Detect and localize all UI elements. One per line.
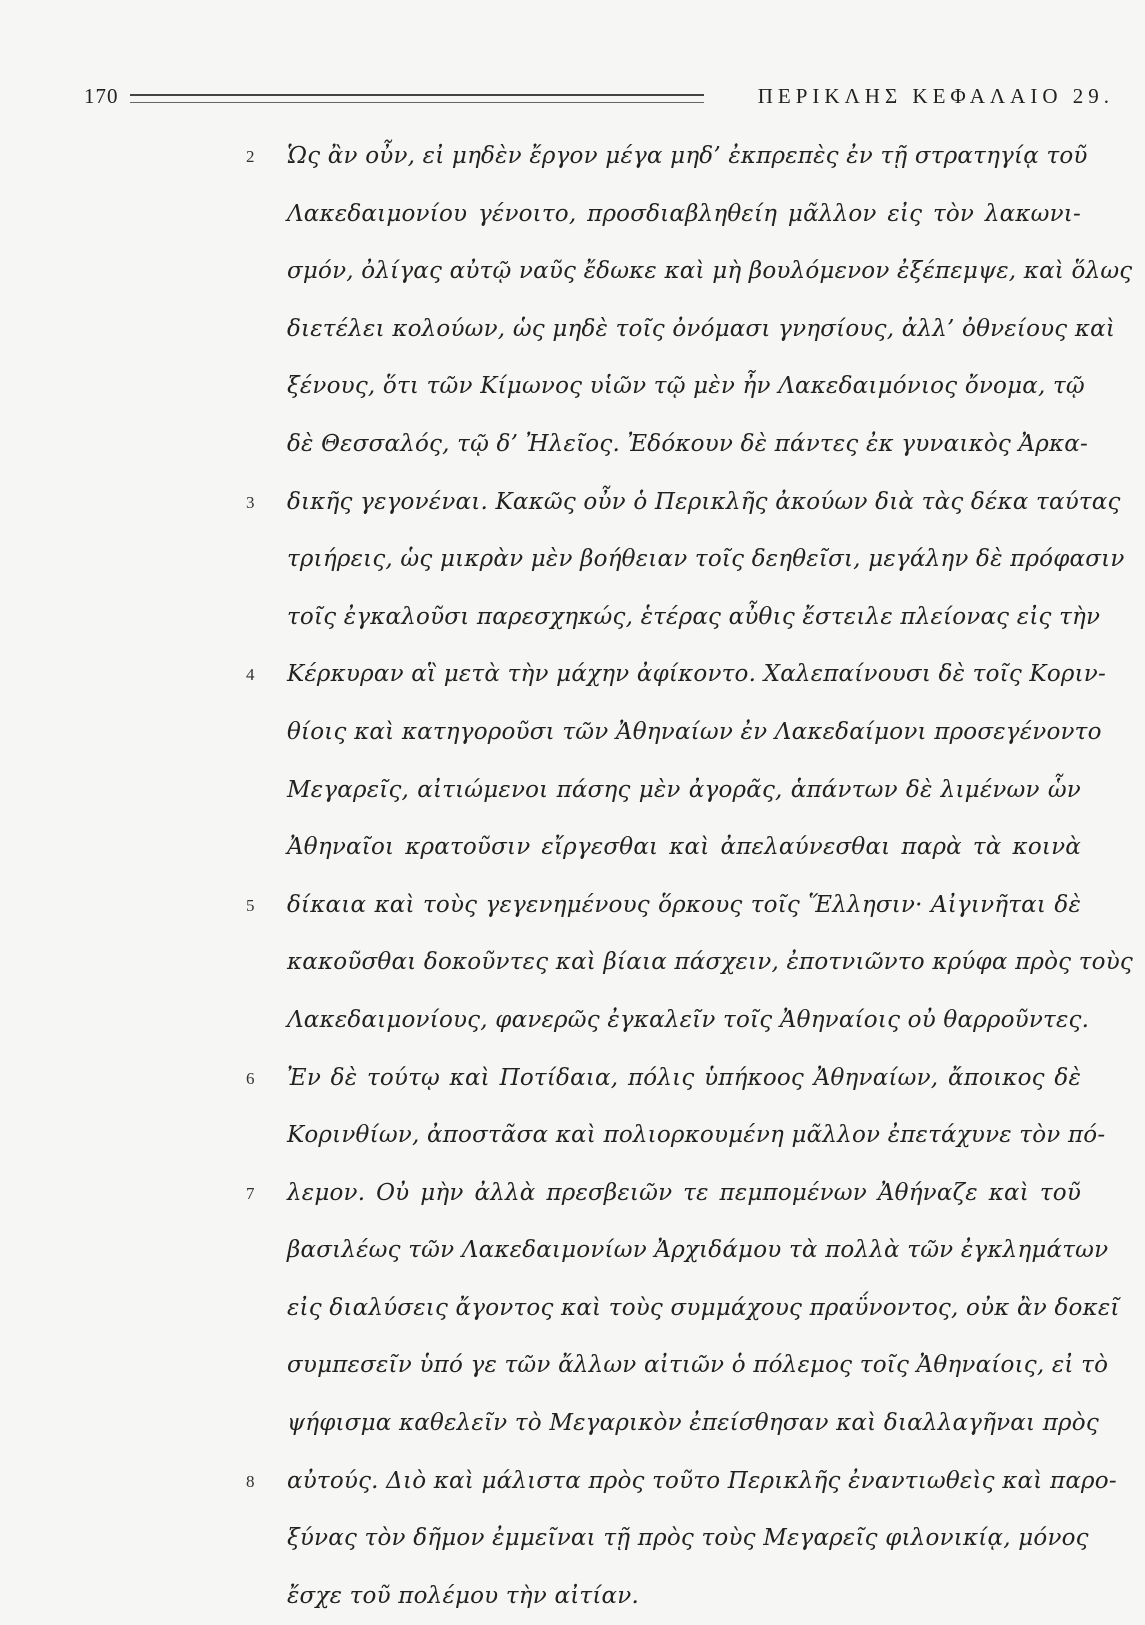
text-line [0, 1222, 1145, 1280]
text-line [0, 1165, 1145, 1223]
text-line [0, 1510, 1145, 1568]
line-text: δικῆς γεγονέναι. Κακῶς οὖν ὁ Περικλῆς ἀκούων διὰ τὰς δέκα ταύτας [287, 488, 1121, 515]
text-line [0, 186, 1145, 244]
main-text [0, 128, 1145, 1625]
text-line [0, 1050, 1145, 1108]
line-text: βασιλέως τῶν Λακεδαιμονίων Ἀρχιδάμου τὰ πολλὰ τῶν ἐγκλημάτων [287, 1237, 1109, 1264]
section-number: 2 [246, 147, 255, 166]
text-line [0, 1568, 1145, 1625]
line-text: ξύνας τὸν δῆμον ἐμμεῖναι τῇ πρὸς τοὺς Μεγαρεῖς φιλονικίᾳ, μόνος [287, 1525, 1089, 1552]
line-text: δίκαια καὶ τοὺς γεγενημένους ὅρκους τοῖς Ἕλλησιν· Αἰγινῆται δὲ [287, 891, 1081, 918]
line-text: τριήρεις, ὡς μικρὰν μὲν βοήθειαν τοῖς δεηθεῖσι, μεγάλην δὲ πρόφασιν [287, 546, 1125, 573]
text-line [0, 1107, 1145, 1165]
text-line [0, 416, 1145, 474]
section-number: 5 [246, 895, 255, 915]
text-line [0, 589, 1145, 647]
section-number: 6 [246, 1068, 255, 1088]
text-line [0, 1453, 1145, 1511]
page-number: 170 [84, 84, 119, 108]
line-text: Κέρκυραν αἳ μετὰ τὴν μάχην ἀφίκοντο. Χαλεπαίνουσι δὲ τοῖς Κοριν- [287, 661, 1106, 688]
line-text: Ὡς ἂν οὖν, εἰ μηδὲν ἔργον μέγα μηδ’ ἐκπρεπὲς ἐν τῇ στρατηγίᾳ τοῦ [287, 143, 1088, 169]
text-line [0, 934, 1145, 992]
text-line [0, 704, 1145, 762]
page-header [84, 84, 1114, 116]
line-text: Κορινθίων, ἀποστᾶσα καὶ πολιορκουμένη μᾶλλον ἐπετάχυνε τὸν πό- [287, 1122, 1106, 1149]
text-line [0, 819, 1145, 877]
text-line [0, 243, 1145, 301]
text-line [0, 1280, 1145, 1338]
line-text: σμόν, ὀλίγας αὐτῷ ναῦς ἔδωκε καὶ μὴ βουλόμενον ἐξέπεμψε, καὶ ὅλως [287, 258, 1133, 285]
text-line [0, 1337, 1145, 1395]
line-text: αὐτούς. Διὸ καὶ μάλιστα πρὸς τοῦτο Περικλῆς ἐναντιωθεὶς καὶ παρο- [287, 1467, 1117, 1494]
text-line [0, 128, 1145, 186]
running-head: ΠΕΡΙΚΛΗΣ ΚΕΦΑΛΑΙΟ 29. [757, 84, 1114, 108]
text-line [0, 474, 1145, 532]
text-line [0, 646, 1145, 704]
line-text: Μεγαρεῖς, αἰτιώμενοι πάσης μὲν ἀγορᾶς, ἁπάντων δὲ λιμένων ὧν [287, 776, 1081, 803]
text-line [0, 531, 1145, 589]
text-line [0, 301, 1145, 359]
section-number: 8 [246, 1471, 255, 1491]
text-line [0, 762, 1145, 820]
line-text: Ἐν δὲ τούτῳ καὶ Ποτίδαια, πόλις ὑπήκοος Ἀθηναίων, ἄποικος δὲ [287, 1064, 1081, 1091]
header-rule [130, 94, 704, 103]
section-number: 4 [246, 665, 255, 685]
line-text: κακοῦσθαι δοκοῦντες καὶ βίαια πάσχειν, ἐποτνιῶντο κρύφα πρὸς τοὺς [287, 949, 1133, 976]
line-text: ψήφισμα καθελεῖν τὸ Μεγαρικὸν ἐπείσθησαν καὶ διαλλαγῆναι πρὸς [287, 1410, 1099, 1437]
line-text: δὲ Θεσσαλός, τῷ δ’ Ἠλεῖος. Ἐδόκουν δὲ πάντες ἐκ γυναικὸς Ἀρκα- [287, 430, 1089, 457]
line-text: Λακεδαιμονίους, φανερῶς ἐγκαλεῖν τοῖς Ἀθηναίοις οὐ θαρροῦντες. [287, 1006, 1090, 1033]
section-number: 3 [246, 492, 255, 512]
text-line [0, 992, 1145, 1050]
line-text: λεμον. Οὐ μὴν ἀλλὰ πρεσβειῶν τε πεμπομένων Ἀθήναζε καὶ τοῦ [287, 1179, 1081, 1206]
line-text: διετέλει κολούων, ὡς μηδὲ τοῖς ὀνόμασι γνησίους, ἀλλ’ ὀθνείους καὶ [287, 315, 1116, 342]
section-number: 7 [246, 1183, 255, 1203]
line-text: εἰς διαλύσεις ἄγοντος καὶ τοὺς συμμάχους πραΰνοντος, οὐκ ἂν δοκεῖ [287, 1294, 1120, 1321]
text-line [0, 1395, 1145, 1453]
text-line [0, 877, 1145, 935]
text-line [0, 358, 1145, 416]
line-text: συμπεσεῖν ὑπό γε τῶν ἄλλων αἰτιῶν ὁ πόλεμος τοῖς Ἀθηναίοις, εἰ τὸ [287, 1352, 1109, 1379]
line-text: Ἀθηναῖοι κρατοῦσιν εἴργεσθαι καὶ ἀπελαύνεσθαι παρὰ τὰ κοινὰ [287, 834, 1081, 861]
line-text: ξένους, ὅτι τῶν Κίμωνος υἱῶν τῷ μὲν ἦν Λακεδαιμόνιος ὄνομα, τῷ [287, 373, 1085, 400]
line-text: θίοις καὶ κατηγοροῦσι τῶν Ἀθηναίων ἐν Λακεδαίμονι προσεγένοντο [287, 718, 1102, 745]
line-text: τοῖς ἐγκαλοῦσι παρεσχηκώς, ἑτέρας αὖθις ἔστειλε πλείονας εἰς τὴν [287, 603, 1101, 630]
line-text: Λακεδαιμονίου γένοιτο, προσδιαβληθείη μᾶλλον εἰς τὸν λακωνι- [287, 200, 1081, 227]
line-text: ἔσχε τοῦ πολέμου τὴν αἰτίαν. [287, 1582, 639, 1609]
